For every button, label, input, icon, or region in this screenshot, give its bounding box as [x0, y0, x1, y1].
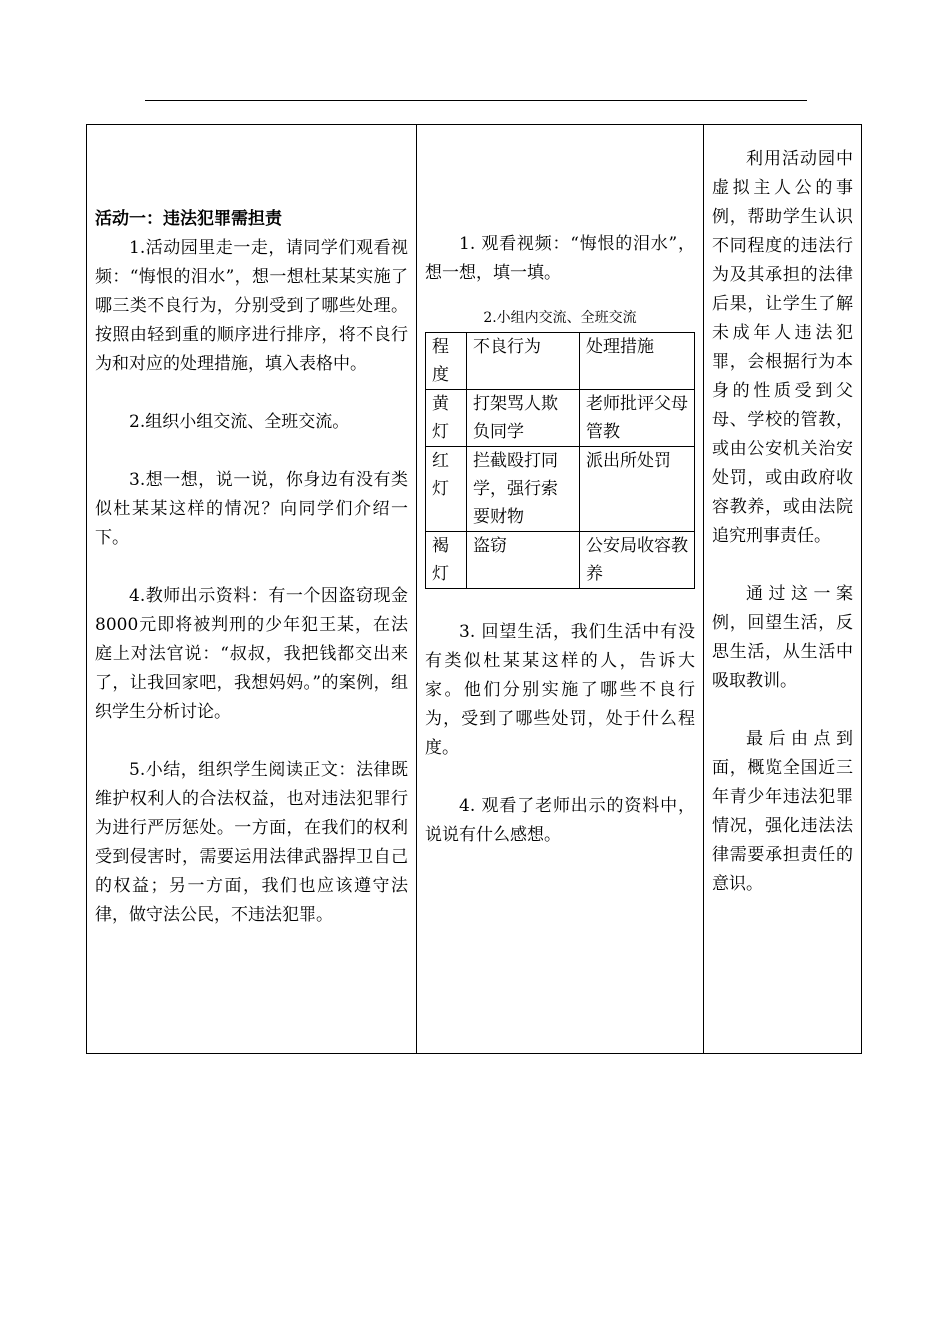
- row-behavior: 盗窃: [467, 532, 580, 589]
- intent-paragraph-2: 通过这一案例，回望生活，反思生活，从生活中吸取教训。: [712, 584, 853, 691]
- row-measure: 老师批评父母管教: [580, 390, 695, 447]
- row-behavior: 打架骂人欺负同学: [467, 390, 580, 447]
- row-measure: 派出所处罚: [580, 447, 695, 532]
- header-degree: 程度: [426, 333, 467, 390]
- student-step-2: 2.小组内交流、全班交流: [483, 310, 637, 326]
- table-row: [426, 447, 695, 532]
- student-step-1: 1. 观看视频：“悔恨的泪水”，想一想，填一填。: [425, 234, 695, 283]
- design-intent-column: [704, 125, 861, 1053]
- header-behavior: 不良行为: [467, 333, 580, 390]
- teacher-step-4: 4.教师出示资料：有一个因盗窃现金8000元即将被判刑的少年犯王某，在法庭上对法官说：“叔叔，我把钱都交出来了，让我回家吧，我想妈妈。”的案例，组织学生分析讨论。: [95, 586, 408, 722]
- student-step-3: 3. 回望生活，我们生活中有没有类似杜某某这样的人，告诉大家。他们分别实施了哪些不良行为，受到了哪些处罚，处于什么程度。: [425, 622, 695, 758]
- row-degree: 褐灯: [426, 532, 467, 589]
- teacher-step-3: 3.想一想，说一说，你身边有没有类似杜某某这样的情况？向同学们介绍一下。: [95, 470, 408, 548]
- intent-paragraph-3: 最后由点到面，概览全国近三年青少年违法犯罪情况，强化违法法律需要承担责任的意识。: [712, 729, 853, 894]
- behavior-table: [425, 332, 695, 589]
- table-row: [426, 532, 695, 589]
- teacher-step-2: 2.组织小组交流、全班交流。: [129, 412, 350, 432]
- header-measure: 处理措施: [580, 333, 695, 390]
- student-step-4: 4. 观看了老师出示的资料中，说说有什么感想。: [425, 796, 695, 845]
- teacher-step-1: 1.活动园里走一走，请同学们观看视频：“悔恨的泪水”，想一想杜某某实施了哪三类不良行为，分别受到了哪些处理。按照由轻到重的顺序进行排序，将不良行为和对应的处理措施，填入表格中。: [95, 238, 408, 374]
- row-degree: 黄灯: [426, 390, 467, 447]
- teacher-step-5: 5.小结，组织学生阅读正文：法律既维护权利人的合法权益，也对违法犯罪行为进行严厉惩处。一方面，在我们的权利受到侵害时，需要运用法律武器捍卫自己的权益；另一方面，我们也应该遵守法律，做守法公民，不违法犯罪。: [95, 760, 408, 925]
- activity-title: 活动一：违法犯罪需担责: [95, 209, 282, 229]
- intent-paragraph-1: 利用活动园中虚拟主人公的事例，帮助学生认识不同程度的违法行为及其承担的法律后果，让学生了解未成年人违法犯罪，会根据行为本身的性质受到父母、学校的管教，或由公安机关治安处罚，或由政府收容教养，或由法院追究刑事责任。: [712, 149, 853, 546]
- table-row: [426, 390, 695, 447]
- table-header-row: [426, 333, 695, 390]
- header-rule: [145, 100, 807, 101]
- teacher-activity-column: [87, 125, 417, 1053]
- row-behavior: 拦截殴打同学，强行索要财物: [467, 447, 580, 532]
- row-degree: 红灯: [426, 447, 467, 532]
- student-activity-column: [417, 125, 704, 1053]
- row-measure: 公安局收容教养: [580, 532, 695, 589]
- lesson-table: [86, 124, 862, 1054]
